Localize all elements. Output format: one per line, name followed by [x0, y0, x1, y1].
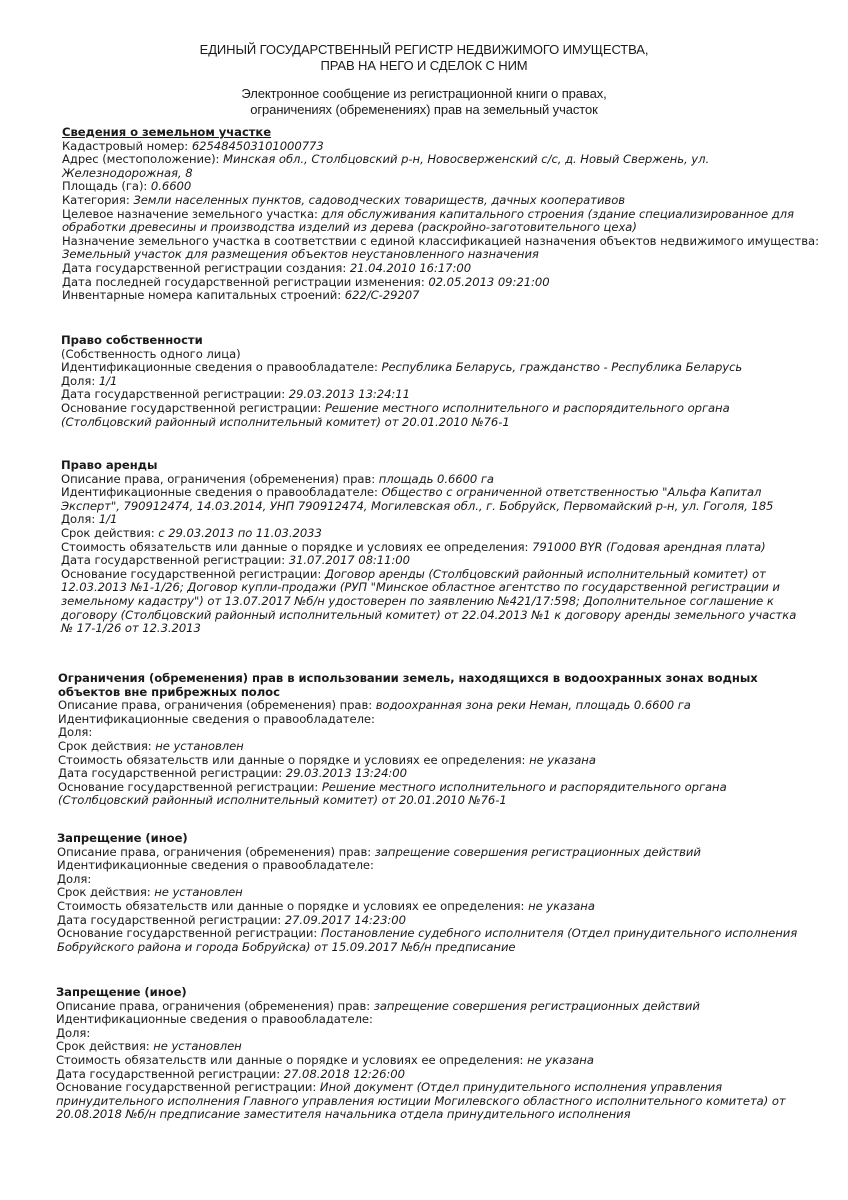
- inventory-value: 622/С-29207: [344, 288, 420, 303]
- field-label: Стоимость обязательств или данные о порядке и условиях ее определения:: [61, 539, 533, 554]
- basis-value-cont: принудительного исполнения Главного управления юстиции Могилевского областного исполнительного комитета) от: [56, 1093, 786, 1108]
- classification-value: Земельный участок для размещения объектов неустановленного назначения: [62, 247, 539, 262]
- section-heading: Запрещение (иное): [56, 985, 187, 999]
- holder-row: [58, 713, 798, 727]
- holder-row: [61, 486, 791, 500]
- field-label: Целевое назначение земельного участка:: [62, 206, 322, 221]
- basis-row-cont: [61, 581, 791, 595]
- field-label: Основание государственной регистрации:: [57, 926, 321, 941]
- term-value: не установлен: [153, 1039, 242, 1054]
- basis-value-cont: земельному кадастру") от 13.07.2017 №б/н удостоверен по заявлению №421/17:598; Дополнительное соглашение к: [61, 593, 774, 608]
- description-value: площадь 0.6600 га: [378, 471, 494, 486]
- description-row: [61, 473, 791, 487]
- holder-row-cont: [61, 500, 791, 514]
- basis-row-cont: [61, 622, 791, 636]
- document-subtitle: [0, 86, 848, 118]
- share-row: [58, 726, 798, 740]
- basis-row-cont: [61, 595, 791, 609]
- document-title: [0, 42, 848, 74]
- field-label: Доля:: [61, 512, 99, 527]
- field-label: Идентификационные сведения о правообладателе:: [58, 711, 375, 726]
- field-label: Срок действия:: [56, 1039, 154, 1054]
- prohibition-section-1: [57, 832, 797, 954]
- term-row: [56, 1040, 796, 1054]
- holder-row: [56, 1013, 796, 1027]
- title-line-1: ЕДИНЫЙ ГОСУДАРСТВЕННЫЙ РЕГИСТР НЕДВИЖИМОГО ИМУЩЕСТВА,: [199, 42, 649, 57]
- share-row: [57, 873, 797, 887]
- section-heading: Сведения о земельном участке: [62, 125, 272, 139]
- term-value: не установлен: [155, 738, 244, 753]
- title-line-2: ПРАВ НА НЕГО И СДЕЛОК С НИМ: [320, 58, 528, 73]
- field-label: Адрес (местоположение):: [62, 152, 224, 167]
- basis-value-cont: (Столбцовский районный исполнительный комитет) от 20.01.2010 №76-1: [61, 414, 510, 429]
- address-row: [62, 153, 802, 167]
- field-label: Идентификационные сведения о правообладателе:: [61, 485, 382, 500]
- reg-date-row: [58, 767, 798, 781]
- purpose-value-cont: обработки древесины и производства изделий из дерева (раскройно-заготовительного цеха): [62, 220, 637, 235]
- address-row-cont: [62, 167, 802, 181]
- field-label: Доля:: [61, 373, 99, 388]
- cadastral-number-value: 625484503101000773: [191, 138, 324, 153]
- share-row: [61, 513, 791, 527]
- description-value: водоохранная зона реки Неман, площадь 0.6600 га: [375, 698, 691, 713]
- term-row: [61, 527, 791, 541]
- field-label: Идентификационные сведения о правообладателе:: [56, 1012, 373, 1027]
- classification-row: [62, 233, 819, 249]
- field-label: Основание государственной регистрации:: [58, 779, 322, 794]
- basis-row: [58, 781, 798, 795]
- basis-row: [57, 927, 797, 941]
- field-label: Инвентарные номера капитальных строений:: [62, 288, 345, 303]
- cost-value: не указана: [528, 898, 595, 913]
- field-label: Описание права, ограничения (обременения) прав:: [61, 471, 379, 486]
- reg-date-value: 29.03.2013 13:24:11: [288, 387, 410, 402]
- area-value: 0.6600: [150, 179, 192, 194]
- section-heading: Право аренды: [61, 458, 158, 472]
- lease-section: [61, 458, 797, 636]
- field-label: Категория:: [62, 192, 134, 207]
- basis-row-cont: [61, 416, 801, 430]
- basis-value-cont: Бобруйского района и города Бобруйска) от 15.09.2017 №б/н предписание: [57, 939, 516, 954]
- holder-row: [61, 361, 801, 375]
- category-value: Земли населенных пунктов, садоводческих товариществ, дачных кооперативов: [133, 192, 626, 207]
- basis-value: Договор аренды (Столбцовский районный исполнительный комитет) от: [324, 566, 766, 581]
- field-label: Описание права, ограничения (обременения) прав:: [56, 998, 374, 1013]
- share-row: [56, 1027, 796, 1041]
- basis-row-cont: [56, 1108, 796, 1122]
- reg-date-value: 31.07.2017 08:11:00: [288, 553, 410, 568]
- reg-date-row: [57, 914, 797, 928]
- field-label: Площадь (га):: [62, 179, 151, 194]
- prohibition-section-2: [56, 986, 796, 1122]
- field-label: Срок действия:: [58, 738, 156, 753]
- reg-date-value: 29.03.2013 13:24:00: [285, 766, 407, 781]
- modified-date-value: 02.05.2013 09:21:00: [428, 274, 550, 289]
- basis-value: Решение местного исполнительного и распорядительного органа: [324, 400, 730, 415]
- field-label: Доля:: [58, 725, 93, 740]
- address-value: Минская обл., Столбцовский р-н, Новосверженский с/с, д. Новый Свержень, ул.: [223, 152, 710, 167]
- field-label: Дата государственной регистрации:: [61, 387, 289, 402]
- basis-row-cont: [56, 1095, 796, 1109]
- basis-value: Постановление судебного исполнителя (Отдел принудительного исполнения: [320, 926, 798, 941]
- description-value: запрещение совершения регистрационных действий: [374, 844, 701, 859]
- reg-date-row: [61, 554, 791, 568]
- basis-row: [56, 1081, 796, 1095]
- field-label: Идентификационные сведения о правообладателе:: [57, 858, 374, 873]
- reg-date-value: 27.08.2018 12:26:00: [283, 1066, 405, 1081]
- reg-date-row: [61, 388, 801, 402]
- description-row: [57, 846, 797, 860]
- basis-value-cont: договору (Столбцовский районный исполнительный комитет) от 22.04.2013 №1 к договору аренды земельного участка: [61, 607, 797, 622]
- field-label: Дата государственной регистрации:: [56, 1066, 284, 1081]
- holder-value-cont: Эксперт", 790912474, 14.03.2014, УНП 790912474, Могилевская обл., г. Бобруйск, Первомайский р-н, ул. Гоголя, 185: [61, 498, 774, 513]
- field-label: Основание государственной регистрации:: [61, 400, 325, 415]
- description-row: [58, 699, 798, 713]
- holder-value: Республика Беларусь, гражданство - Республика Беларусь: [381, 360, 743, 375]
- basis-value-cont: № 17-1/26 от 12.3.2013: [61, 621, 201, 636]
- created-date-value: 21.04.2010 16:17:00: [349, 260, 472, 275]
- created-date-row: [62, 262, 802, 276]
- subtitle-line-2: ограничениях (обременениях) прав на земельный участок: [250, 102, 598, 117]
- field-label: Стоимость обязательств или данные о порядке и условиях ее определения:: [57, 898, 529, 913]
- classification-row-cont: [62, 248, 802, 262]
- field-label: Назначение земельного участка в соответствии с единой классификацией назначения объектов недвижимого имущества:: [62, 233, 819, 248]
- purpose-row-cont: [62, 221, 802, 235]
- section-heading: Запрещение (иное): [57, 831, 188, 845]
- basis-value-cont: 20.08.2018 №б/н предписание заместителя начальника отдела принудительного исполнения: [56, 1107, 631, 1122]
- land-plot-section: [62, 125, 819, 303]
- field-label: Срок действия:: [57, 885, 155, 900]
- section-heading-cont: объектов вне прибрежных полос: [58, 684, 280, 699]
- field-label: Описание права, ограничения (обременения) прав:: [58, 698, 376, 713]
- section-heading: Право собственности: [61, 333, 203, 347]
- address-value-cont: Железнодорожная, 8: [62, 165, 193, 180]
- basis-row-cont: [58, 794, 798, 808]
- cadastral-number-row: [62, 140, 802, 154]
- basis-value: Иной документ (Отдел принудительного исполнения управления: [319, 1080, 723, 1095]
- field-label: Описание права, ограничения (обременения) прав:: [57, 844, 375, 859]
- basis-row: [61, 568, 791, 582]
- cost-row: [56, 1054, 796, 1068]
- term-row: [57, 886, 797, 900]
- field-label: Доля:: [57, 871, 92, 886]
- field-label: Дата государственной регистрации:: [58, 766, 286, 781]
- description-value: запрещение совершения регистрационных действий: [373, 998, 700, 1013]
- field-label: Дата государственной регистрации создания:: [62, 260, 350, 275]
- field-label: Дата государственной регистрации:: [57, 912, 285, 927]
- cost-row: [57, 900, 797, 914]
- term-row: [58, 740, 798, 754]
- holder-row: [57, 859, 797, 873]
- basis-value-cont: 12.03.2013 №1-1/26; Договор купли-продажи (РУП "Минское областное агентство по государственной регистрации и: [61, 580, 780, 595]
- reg-date-row: [56, 1068, 796, 1082]
- term-value: не установлен: [154, 885, 243, 900]
- cost-row: [58, 754, 798, 768]
- ownership-section: [61, 334, 801, 429]
- description-row: [56, 1000, 796, 1014]
- reg-date-value: 27.09.2017 14:23:00: [284, 912, 406, 927]
- field-label: Срок действия:: [61, 525, 159, 540]
- inventory-row: [62, 289, 802, 303]
- cost-value: 791000 BYR (Годовая арендная плата): [532, 539, 766, 554]
- subtitle-line-1: Электронное сообщение из регистрационной книги о правах,: [241, 86, 607, 101]
- field-label: Стоимость обязательств или данные о порядке и условиях ее определения:: [56, 1052, 528, 1067]
- field-label: Кадастровый номер:: [62, 138, 192, 153]
- field-label: Дата государственной регистрации:: [61, 553, 289, 568]
- section-heading: Ограничения (обременения) прав в использовании земель, находящихся в водоохранных зонах водных: [58, 671, 758, 685]
- field-label: Стоимость обязательств или данные о порядке и условиях ее определения:: [58, 752, 530, 767]
- basis-row-cont: [57, 941, 797, 955]
- term-value: с 29.03.2013 по 11.03.2033: [158, 525, 322, 540]
- share-value: 1/1: [98, 373, 118, 388]
- cost-value: не указана: [527, 1052, 594, 1067]
- category-row: [62, 194, 802, 208]
- water-restriction-section: [58, 672, 798, 808]
- share-value: 1/1: [98, 512, 118, 527]
- purpose-row: [62, 208, 802, 222]
- field-label: Основание государственной регистрации:: [56, 1080, 320, 1095]
- basis-row: [61, 402, 801, 416]
- ownership-type: (Собственность одного лица): [61, 346, 241, 361]
- area-row: [62, 180, 802, 194]
- share-row: [61, 375, 801, 389]
- basis-value: Решение местного исполнительного и распорядительного органа: [321, 779, 727, 794]
- field-label: Основание государственной регистрации:: [61, 566, 325, 581]
- basis-row-cont: [61, 607, 797, 623]
- field-label: Дата последней государственной регистрации изменения:: [62, 274, 429, 289]
- field-label: Доля:: [56, 1025, 91, 1040]
- purpose-value: для обслуживания капитального строения (здание специализированное для: [321, 206, 794, 221]
- holder-value: Общество с ограниченной ответственностью "Альфа Капитал: [381, 485, 762, 500]
- modified-date-row: [62, 276, 802, 290]
- field-label: Идентификационные сведения о правообладателе:: [61, 360, 382, 375]
- cost-value: не указана: [529, 752, 596, 767]
- basis-value-cont: (Столбцовский районный исполнительный комитет) от 20.01.2010 №76-1: [58, 793, 507, 808]
- cost-row: [61, 541, 791, 555]
